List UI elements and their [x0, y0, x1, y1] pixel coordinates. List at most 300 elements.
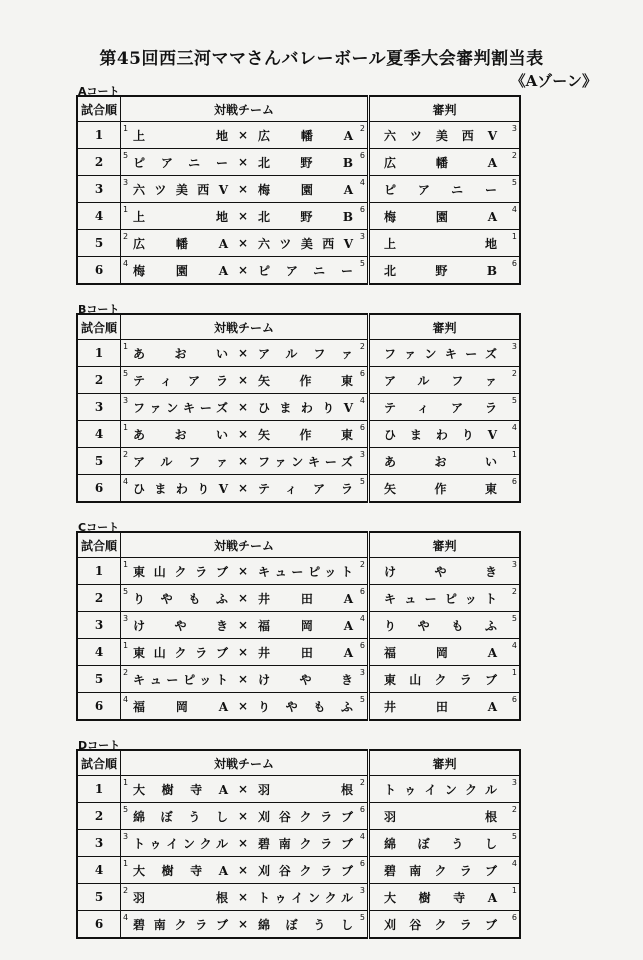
- match-pairing: [121, 203, 367, 229]
- team-b-name: 北野B: [258, 209, 353, 224]
- team-b-number: 2: [359, 124, 365, 133]
- team-b-name: 北野B: [258, 155, 353, 170]
- versus-mark: ×: [237, 591, 249, 605]
- referee-team-name: ファンキーズ: [384, 346, 497, 361]
- table-row: [77, 448, 520, 475]
- header-match-order: 試合順: [77, 750, 121, 776]
- table-row: [77, 776, 520, 803]
- referee-team-name: ピアニー: [384, 182, 497, 197]
- versus-mark: ×: [237, 128, 249, 142]
- referee-team-name: けやき: [384, 564, 497, 579]
- team-a-number: 2: [123, 668, 129, 677]
- header-match-order: 試合順: [77, 314, 121, 340]
- referee-team-name: ティアラ: [384, 400, 497, 415]
- table-header-row: [77, 314, 520, 340]
- team-a-number: 1: [123, 124, 129, 133]
- match-number: 4: [77, 421, 121, 448]
- referee-team-number: 5: [511, 614, 517, 623]
- match-cell: [121, 340, 369, 367]
- table-header-row: [77, 96, 520, 122]
- team-b-name: 綿ぼうし: [258, 917, 353, 932]
- match-pairing: [121, 122, 367, 148]
- table-row: [77, 558, 520, 585]
- header-referee: 審判: [369, 96, 521, 122]
- referee: [370, 857, 519, 883]
- versus-mark: ×: [237, 863, 249, 877]
- team-b-number: 3: [359, 232, 365, 241]
- team-a-name: 梅園A: [133, 263, 228, 278]
- versus-mark: ×: [237, 454, 249, 468]
- table-row: [77, 394, 520, 421]
- referee-team-number: 1: [511, 886, 517, 895]
- match-number: 2: [77, 367, 121, 394]
- referee: [370, 830, 519, 856]
- referee-team-name: あおい: [384, 454, 497, 469]
- team-b-name: 矢作東: [258, 373, 353, 388]
- match-cell: [121, 448, 369, 475]
- referee-team-number: 1: [511, 668, 517, 677]
- team-a-number: 3: [123, 396, 129, 405]
- table-header-row: [77, 750, 520, 776]
- team-b-name: 福岡A: [258, 618, 353, 633]
- referee-cell: [369, 585, 521, 612]
- team-b-number: 6: [359, 587, 365, 596]
- match-number: 3: [77, 612, 121, 639]
- match-number: 3: [77, 830, 121, 857]
- team-a-number: 1: [123, 778, 129, 787]
- referee-team-name: 羽根: [384, 809, 497, 824]
- team-b-name: キューピット: [258, 564, 353, 579]
- referee: [370, 176, 519, 202]
- referee: [370, 911, 519, 937]
- team-a-name: 羽根: [133, 890, 228, 905]
- referee-team-number: 4: [511, 859, 517, 868]
- team-b-number: 4: [359, 614, 365, 623]
- referee-cell: [369, 176, 521, 203]
- team-a-name: 東山クラブ: [133, 645, 228, 660]
- team-b-number: 3: [359, 668, 365, 677]
- referee-team-number: 5: [511, 396, 517, 405]
- match-cell: [121, 421, 369, 448]
- court-table: [76, 95, 521, 285]
- team-b-number: 2: [359, 560, 365, 569]
- versus-mark: ×: [237, 699, 249, 713]
- match-pairing: [121, 585, 367, 611]
- team-a-name: あおい: [133, 427, 228, 442]
- referee: [370, 203, 519, 229]
- referee: [370, 122, 519, 148]
- referee-team-name: 上地: [384, 236, 497, 251]
- header-match-order: 試合順: [77, 532, 121, 558]
- match-number: 2: [77, 585, 121, 612]
- team-a-number: 5: [123, 805, 129, 814]
- team-a-number: 1: [123, 859, 129, 868]
- referee-team-number: 6: [511, 477, 517, 486]
- referee-cell: [369, 149, 521, 176]
- team-a-number: 3: [123, 178, 129, 187]
- table-row: [77, 693, 520, 721]
- match-pairing: [121, 776, 367, 802]
- team-b-name: アルファ: [258, 346, 353, 361]
- referee-team-number: 4: [511, 423, 517, 432]
- referee-cell: [369, 884, 521, 911]
- referee-team-name: 梅園A: [384, 209, 497, 224]
- team-a-name: 六ツ美西V: [133, 182, 228, 197]
- versus-mark: ×: [237, 836, 249, 850]
- team-a-number: 2: [123, 450, 129, 459]
- match-cell: [121, 367, 369, 394]
- referee: [370, 448, 519, 474]
- court-label: Aコート: [78, 85, 120, 98]
- table-row: [77, 340, 520, 367]
- referee-team-name: 刈谷クラブ: [384, 917, 497, 932]
- referee: [370, 340, 519, 366]
- referee-team-name: 大樹寺A: [384, 890, 497, 905]
- referee-cell: [369, 448, 521, 475]
- versus-mark: ×: [237, 917, 249, 931]
- referee-team-number: 4: [511, 641, 517, 650]
- match-cell: [121, 612, 369, 639]
- referee: [370, 558, 519, 584]
- team-b-name: 広幡A: [258, 128, 353, 143]
- team-a-number: 3: [123, 614, 129, 623]
- team-a-name: トゥインクル: [133, 836, 228, 851]
- versus-mark: ×: [237, 809, 249, 823]
- match-cell: [121, 257, 369, 285]
- referee-team-number: 6: [511, 913, 517, 922]
- referee: [370, 367, 519, 393]
- referee-team-name: 井田A: [384, 699, 497, 714]
- team-a-name: ティアラ: [133, 373, 228, 388]
- match-pairing: [121, 558, 367, 584]
- match-number: 3: [77, 176, 121, 203]
- match-pairing: [121, 803, 367, 829]
- table-row: [77, 257, 520, 285]
- header-teams: 対戦チーム: [121, 314, 369, 340]
- match-cell: [121, 857, 369, 884]
- referee-team-number: 5: [511, 832, 517, 841]
- team-a-name: ひまわりV: [133, 481, 228, 496]
- table-row: [77, 367, 520, 394]
- team-b-name: 梅園A: [258, 182, 353, 197]
- match-number: 6: [77, 475, 121, 503]
- match-cell: [121, 149, 369, 176]
- match-number: 5: [77, 884, 121, 911]
- match-number: 4: [77, 203, 121, 230]
- team-b-number: 5: [359, 695, 365, 704]
- match-number: 2: [77, 803, 121, 830]
- team-a-number: 1: [123, 342, 129, 351]
- match-cell: [121, 230, 369, 257]
- referee-cell: [369, 639, 521, 666]
- referee-team-number: 4: [511, 205, 517, 214]
- referee-team-name: アルファ: [384, 373, 497, 388]
- table-row: [77, 475, 520, 503]
- team-b-name: 六ツ美西V: [258, 236, 353, 251]
- table-row: [77, 666, 520, 693]
- match-pairing: [121, 340, 367, 366]
- zone-label: 《Aゾーン》: [510, 72, 597, 90]
- match-cell: [121, 884, 369, 911]
- team-b-name: けやき: [258, 672, 353, 687]
- match-number: 4: [77, 639, 121, 666]
- referee-team-number: 1: [511, 232, 517, 241]
- referee-team-name: 福岡A: [384, 645, 497, 660]
- table-row: [77, 176, 520, 203]
- versus-mark: ×: [237, 481, 249, 495]
- match-pairing: [121, 367, 367, 393]
- team-b-number: 4: [359, 832, 365, 841]
- versus-mark: ×: [237, 645, 249, 659]
- match-number: 6: [77, 257, 121, 285]
- team-a-name: 大樹寺A: [133, 863, 228, 878]
- team-b-name: 刈谷クラブ: [258, 863, 353, 878]
- team-a-number: 4: [123, 695, 129, 704]
- team-a-name: 綿ぼうし: [133, 809, 228, 824]
- team-b-name: 刈谷クラブ: [258, 809, 353, 824]
- referee-cell: [369, 911, 521, 939]
- referee-team-name: 碧南クラブ: [384, 863, 497, 878]
- versus-mark: ×: [237, 209, 249, 223]
- referee-cell: [369, 340, 521, 367]
- table-row: [77, 857, 520, 884]
- team-a-name: アルファ: [133, 454, 228, 469]
- team-b-name: りやもふ: [258, 699, 353, 714]
- court-table: [76, 313, 521, 503]
- team-b-name: 井田A: [258, 591, 353, 606]
- match-pairing: [121, 475, 367, 501]
- team-a-name: 上地: [133, 128, 228, 143]
- team-b-number: 2: [359, 778, 365, 787]
- team-b-number: 3: [359, 886, 365, 895]
- referee-team-name: りやもふ: [384, 618, 497, 633]
- referee-team-name: 東山クラブ: [384, 672, 497, 687]
- team-b-name: ファンキーズ: [258, 454, 353, 469]
- team-a-name: ピアニー: [133, 155, 228, 170]
- team-a-name: あおい: [133, 346, 228, 361]
- match-pairing: [121, 911, 367, 937]
- team-a-number: 5: [123, 151, 129, 160]
- match-pairing: [121, 149, 367, 175]
- team-a-number: 1: [123, 641, 129, 650]
- match-pairing: [121, 257, 367, 283]
- team-a-name: キューピット: [133, 672, 228, 687]
- match-cell: [121, 830, 369, 857]
- team-a-number: 1: [123, 205, 129, 214]
- team-b-number: 5: [359, 913, 365, 922]
- header-teams: 対戦チーム: [121, 750, 369, 776]
- referee-cell: [369, 803, 521, 830]
- team-a-number: 5: [123, 369, 129, 378]
- match-cell: [121, 475, 369, 503]
- versus-mark: ×: [237, 263, 249, 277]
- team-b-number: 5: [359, 477, 365, 486]
- referee-cell: [369, 475, 521, 503]
- table-row: [77, 639, 520, 666]
- versus-mark: ×: [237, 672, 249, 686]
- match-number: 1: [77, 122, 121, 149]
- team-a-name: 上地: [133, 209, 228, 224]
- team-a-number: 2: [123, 886, 129, 895]
- court-table: [76, 749, 521, 939]
- match-pairing: [121, 830, 367, 856]
- referee: [370, 585, 519, 611]
- match-number: 1: [77, 340, 121, 367]
- referee: [370, 421, 519, 447]
- team-b-name: ひまわりV: [258, 400, 353, 415]
- match-cell: [121, 585, 369, 612]
- referee-cell: [369, 830, 521, 857]
- match-number: 1: [77, 558, 121, 585]
- match-cell: [121, 203, 369, 230]
- team-a-name: りやもふ: [133, 591, 228, 606]
- match-number: 2: [77, 149, 121, 176]
- referee-team-name: キューピット: [384, 591, 497, 606]
- match-number: 3: [77, 394, 121, 421]
- match-cell: [121, 639, 369, 666]
- versus-mark: ×: [237, 346, 249, 360]
- team-a-number: 3: [123, 832, 129, 841]
- referee-team-number: 6: [511, 259, 517, 268]
- team-b-number: 6: [359, 151, 365, 160]
- match-number: 5: [77, 230, 121, 257]
- table-row: [77, 585, 520, 612]
- team-a-name: 福岡A: [133, 699, 228, 714]
- header-referee: 審判: [369, 750, 521, 776]
- match-cell: [121, 666, 369, 693]
- match-pairing: [121, 448, 367, 474]
- referee-team-number: 3: [511, 342, 517, 351]
- table-row: [77, 884, 520, 911]
- team-b-name: 碧南クラブ: [258, 836, 353, 851]
- team-a-number: 4: [123, 913, 129, 922]
- match-cell: [121, 776, 369, 803]
- referee-team-number: 3: [511, 560, 517, 569]
- versus-mark: ×: [237, 618, 249, 632]
- header-match-order: 試合順: [77, 96, 121, 122]
- referee-cell: [369, 776, 521, 803]
- header-referee: 審判: [369, 532, 521, 558]
- match-cell: [121, 394, 369, 421]
- team-b-number: 2: [359, 342, 365, 351]
- referee-team-name: 綿ぼうし: [384, 836, 497, 851]
- referee-cell: [369, 612, 521, 639]
- referee-team-number: 3: [511, 124, 517, 133]
- match-cell: [121, 122, 369, 149]
- versus-mark: ×: [237, 782, 249, 796]
- team-b-name: ピアニー: [258, 263, 353, 278]
- versus-mark: ×: [237, 182, 249, 196]
- match-pairing: [121, 612, 367, 638]
- versus-mark: ×: [237, 373, 249, 387]
- team-b-name: トゥインクル: [258, 890, 353, 905]
- team-a-number: 1: [123, 423, 129, 432]
- court-label: Dコート: [78, 739, 121, 752]
- team-b-number: 6: [359, 805, 365, 814]
- team-a-number: 2: [123, 232, 129, 241]
- court-label: Bコート: [78, 303, 120, 316]
- team-b-number: 5: [359, 259, 365, 268]
- match-number: 6: [77, 693, 121, 721]
- referee-cell: [369, 857, 521, 884]
- referee-team-number: 2: [511, 587, 517, 596]
- referee-team-number: 1: [511, 450, 517, 459]
- table-row: [77, 421, 520, 448]
- referee: [370, 230, 519, 256]
- match-number: 4: [77, 857, 121, 884]
- referee-cell: [369, 367, 521, 394]
- match-cell: [121, 693, 369, 721]
- team-b-number: 3: [359, 450, 365, 459]
- referee-cell: [369, 203, 521, 230]
- referee-team-name: トゥインクル: [384, 782, 497, 797]
- header-referee: 審判: [369, 314, 521, 340]
- table-row: [77, 612, 520, 639]
- team-b-number: 6: [359, 205, 365, 214]
- match-pairing: [121, 230, 367, 256]
- referee-cell: [369, 257, 521, 285]
- table-header-row: [77, 532, 520, 558]
- referee-team-name: 広幡A: [384, 155, 497, 170]
- referee-team-name: 北野B: [384, 263, 497, 278]
- match-pairing: [121, 421, 367, 447]
- match-number: 5: [77, 666, 121, 693]
- versus-mark: ×: [237, 400, 249, 414]
- match-pairing: [121, 666, 367, 692]
- page-title: 第45回西三河ママさんバレーボール夏季大会審判割当表: [99, 49, 544, 69]
- team-a-name: 広幡A: [133, 236, 228, 251]
- referee: [370, 666, 519, 692]
- match-pairing: [121, 639, 367, 665]
- team-b-number: 4: [359, 396, 365, 405]
- team-a-name: ファンキーズ: [133, 400, 228, 415]
- team-a-name: 碧南クラブ: [133, 917, 228, 932]
- referee: [370, 693, 519, 719]
- versus-mark: ×: [237, 427, 249, 441]
- match-cell: [121, 911, 369, 939]
- match-cell: [121, 803, 369, 830]
- versus-mark: ×: [237, 236, 249, 250]
- table-row: [77, 122, 520, 149]
- table-row: [77, 803, 520, 830]
- team-a-name: けやき: [133, 618, 228, 633]
- versus-mark: ×: [237, 155, 249, 169]
- team-b-number: 6: [359, 423, 365, 432]
- referee-cell: [369, 421, 521, 448]
- team-a-number: 4: [123, 259, 129, 268]
- table-row: [77, 911, 520, 939]
- referee-cell: [369, 394, 521, 421]
- team-b-name: 矢作東: [258, 427, 353, 442]
- referee: [370, 639, 519, 665]
- header-teams: 対戦チーム: [121, 96, 369, 122]
- table-row: [77, 203, 520, 230]
- match-number: 6: [77, 911, 121, 939]
- referee-team-name: 矢作東: [384, 481, 497, 496]
- team-b-number: 6: [359, 369, 365, 378]
- team-b-name: 井田A: [258, 645, 353, 660]
- referee-team-number: 3: [511, 778, 517, 787]
- referee: [370, 394, 519, 420]
- table-row: [77, 830, 520, 857]
- referee: [370, 475, 519, 501]
- table-row: [77, 149, 520, 176]
- referee-team-name: 六ツ美西V: [384, 128, 497, 143]
- referee-cell: [369, 558, 521, 585]
- referee-team-number: 5: [511, 178, 517, 187]
- team-b-name: ティアラ: [258, 481, 353, 496]
- versus-mark: ×: [237, 890, 249, 904]
